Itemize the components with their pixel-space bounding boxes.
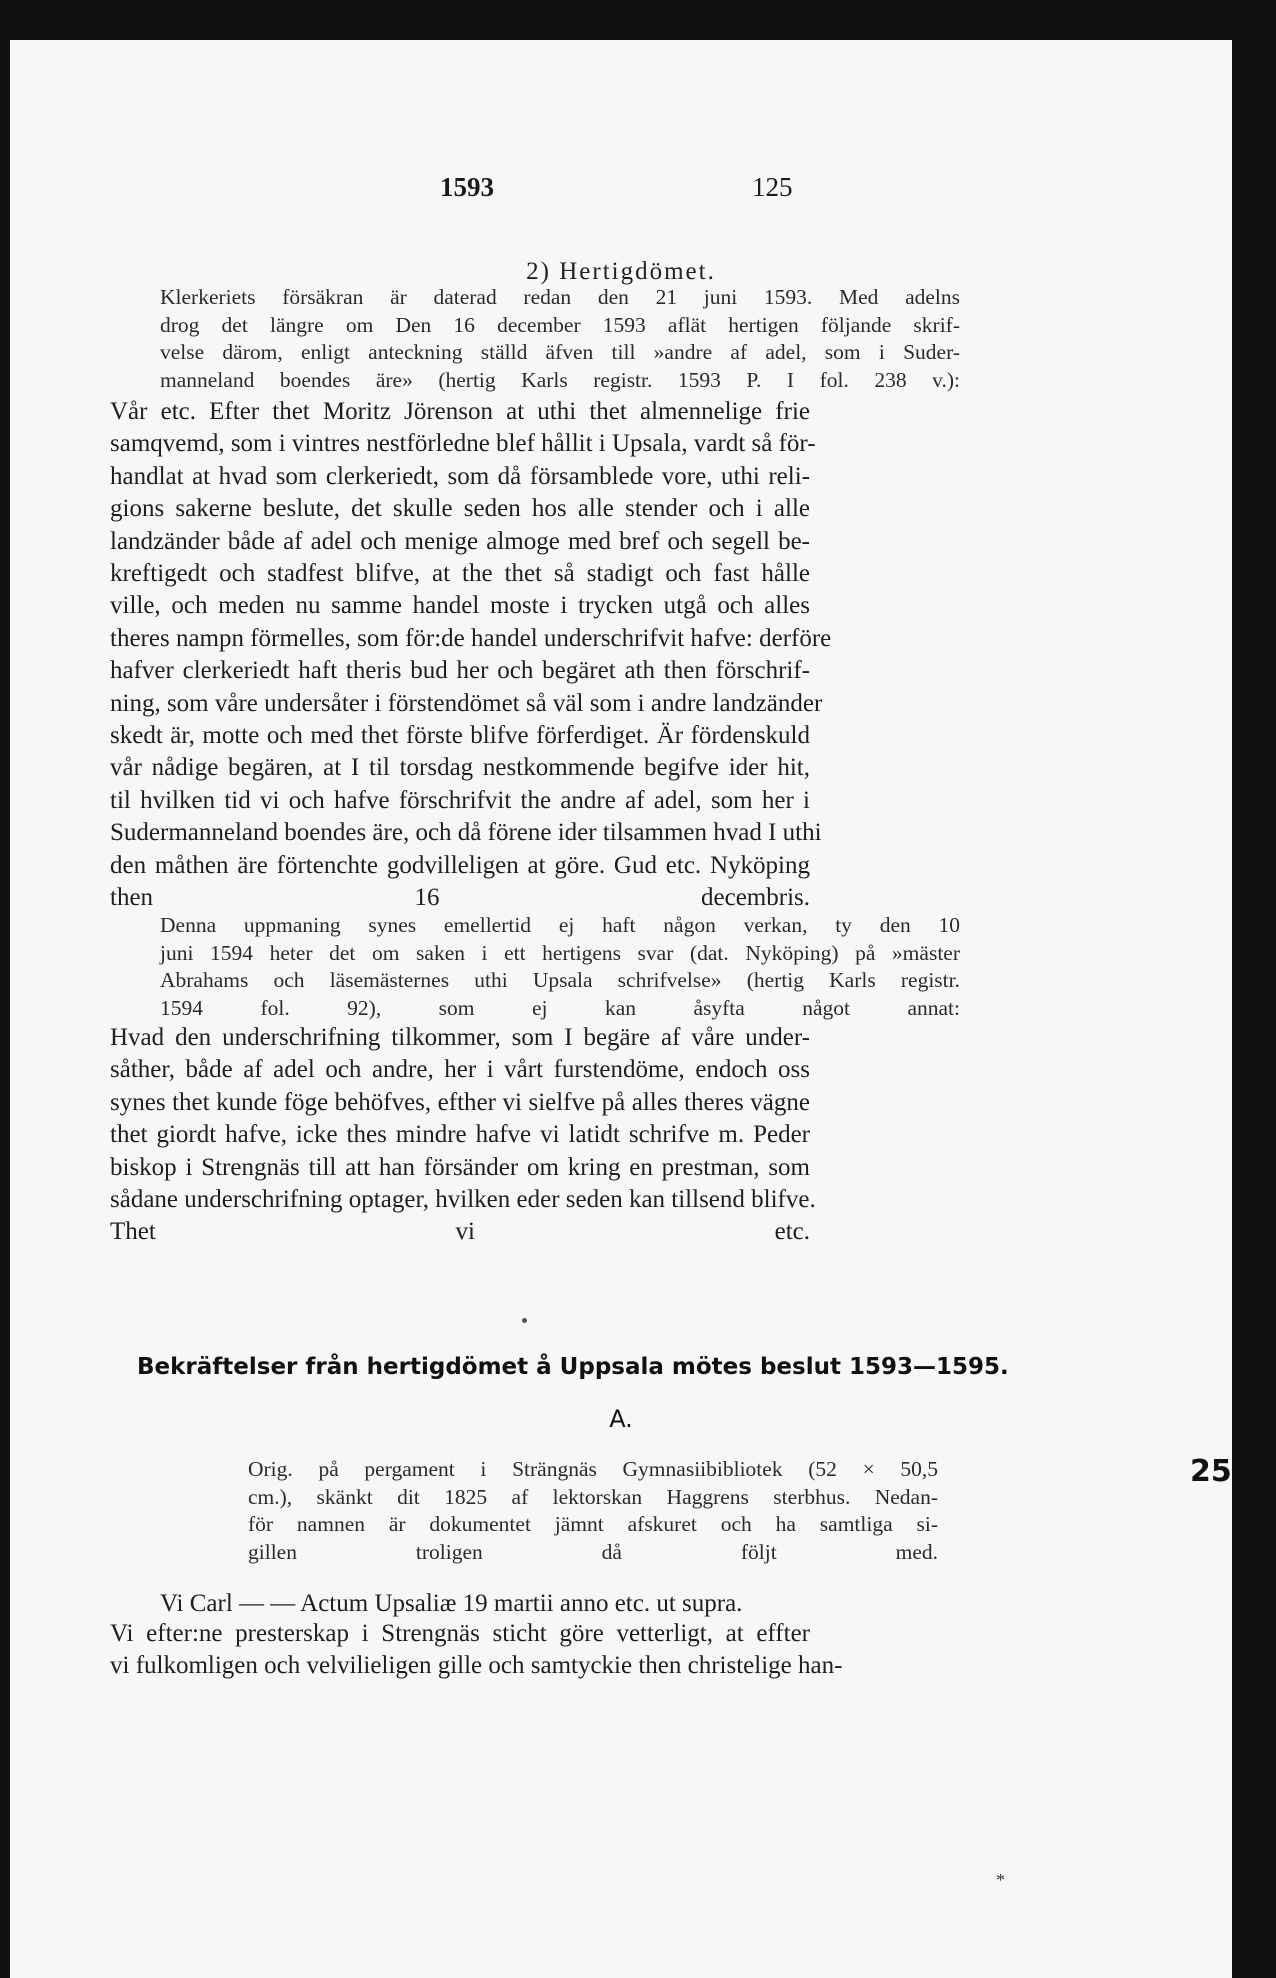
intro-paragraph: [160, 284, 960, 394]
text-line: vår nådige begären, at I til torsdag nestkommende begifve ider hit,: [110, 754, 810, 782]
text-line: Abrahams och läsemästernes uthi Upsala schrifvelse» (hertig Karls registr.: [160, 968, 960, 992]
text-line: Thet vi etc.: [110, 1218, 810, 1246]
letter-paragraph-1: [110, 396, 832, 915]
text-line: gillen troligen då följt med.: [248, 1539, 938, 1564]
text-line: synes thet kunde föge behöfves, efther vi sielfve på alles theres vägne: [110, 1088, 810, 1116]
source-note: [248, 1456, 938, 1566]
text-line: vi fulkomligen och velvilieligen gille och samtyckie then christelige han-: [110, 1652, 843, 1680]
final-paragraph: [110, 1618, 843, 1683]
text-line: gions sakerne beslute, det skulle seden hos alle stender och i alle: [110, 495, 810, 523]
margin-document-number: 25: [1190, 1454, 1232, 1489]
text-line: 1594 fol. 92), som ej kan åsyfta något annat:: [160, 995, 960, 1020]
text-line: Klerkeriets försäkran är daterad redan den 21 juni 1593. Med adelns: [160, 285, 960, 309]
text-line: landzänder både af adel och menige almoge med bref och segell be-: [110, 527, 810, 555]
text-line: skedt är, motte och med thet förste blifve förferdiget. Är fördenskuld: [110, 722, 810, 750]
text-line: Vår etc. Efter thet Moritz Jörenson at uthi thet almennelige frie: [110, 398, 810, 425]
scanned-page: [10, 40, 1232, 1978]
text-line: hafver clerkeriedt haft theris bud her och begäret ath then förschrif-: [110, 657, 810, 685]
section-heading: Bekräftelser från hertigdömet å Uppsala mötes beslut 1593—1595.: [137, 1354, 1009, 1380]
text-line: biskop i Strengnäs till att han försänder om kring en prestman, som: [110, 1153, 810, 1181]
text-line: sådane underschrifning optager, hvilken eder seden kan tillsend blifve.: [110, 1186, 816, 1214]
text-line: samqvemd, som i vintres nestförledne blef hållit i Upsala, vardt så för-: [110, 430, 816, 458]
text-line: kreftigedt och stadfest blifve, at the thet så stadigt och fast hålle: [110, 560, 810, 588]
section-title: 2) Hertigdömet.: [526, 258, 716, 285]
text-line: för namnen är dokumentet jämnt afskuret och ha samtliga si-: [248, 1512, 938, 1536]
text-line: Orig. på pergament i Strängnäs Gymnasiibibliotek (52 × 50,5: [248, 1457, 938, 1481]
text-line: juni 1594 heter det om saken i ett hertigens svar (dat. Nyköping) på »mäster: [160, 940, 960, 965]
text-line: ville, och meden nu samme handel moste i trycken utgå och alles: [110, 592, 810, 620]
closing-line: [160, 1588, 742, 1620]
text-line: Hvad den underschrifning tilkommer, som I begäre af våre under-: [110, 1024, 810, 1051]
text-line: Sudermanneland boendes äre, och då förene ider tilsammen hvad I uthi: [110, 819, 822, 847]
text-line: Vi efter:ne presterskap i Strengnäs sticht göre vetterligt, at effter: [110, 1620, 810, 1647]
text-line: then 16 decembris.: [110, 884, 810, 912]
text-line: handlat at hvad som clerkeriedt, som då församblede vore, uthi reli-: [110, 462, 810, 490]
text-line: til hvilken tid vi och hafve förschrifvit the andre af adel, som her i: [110, 786, 810, 814]
text-line: drog det längre om Den 16 december 1593 aflät hertigen följande skrif-: [160, 312, 960, 337]
text-line: den måthen äre förtenchte godvilleligen at göre. Gud etc. Nyköping: [110, 851, 810, 879]
ink-speck: [522, 1318, 527, 1323]
text-line: ning, som våre undersåter i förstendömet så väl som i andre landzänder: [110, 689, 823, 717]
text-line: theres nampn förmelles, som för:de handel underschrifvit hafve: derföre: [110, 624, 832, 652]
text-line: manneland boendes äre» (hertig Karls registr. 1593 P. I fol. 238 v.):: [160, 367, 960, 392]
text-line: velse därom, enligt anteckning ställd äfven till »andre af adel, som i Suder-: [160, 340, 960, 364]
text-line: Vi Carl — — Actum Upsaliæ 19 martii anno etc. ut supra.: [160, 1590, 743, 1617]
text-line: cm.), skänkt dit 1825 af lektorskan Haggrens sterbhus. Nedan-: [248, 1484, 938, 1509]
page-number: 125: [752, 172, 793, 202]
subheading: A.: [609, 1405, 633, 1433]
text-line: såther, både af adel och andre, her i vårt furstendöme, endoch oss: [110, 1056, 810, 1084]
footer-asterisk-mark: *: [996, 1870, 1005, 1890]
header-year: 1593: [440, 172, 494, 202]
text-line: thet giordt hafve, icke thes mindre hafve vi latidt schrifve m. Peder: [110, 1121, 810, 1149]
letter-paragraph-2: [110, 1022, 816, 1249]
text-line: Denna uppmaning synes emellertid ej haft någon verkan, ty den 10: [160, 913, 960, 937]
note-paragraph: [160, 912, 960, 1022]
